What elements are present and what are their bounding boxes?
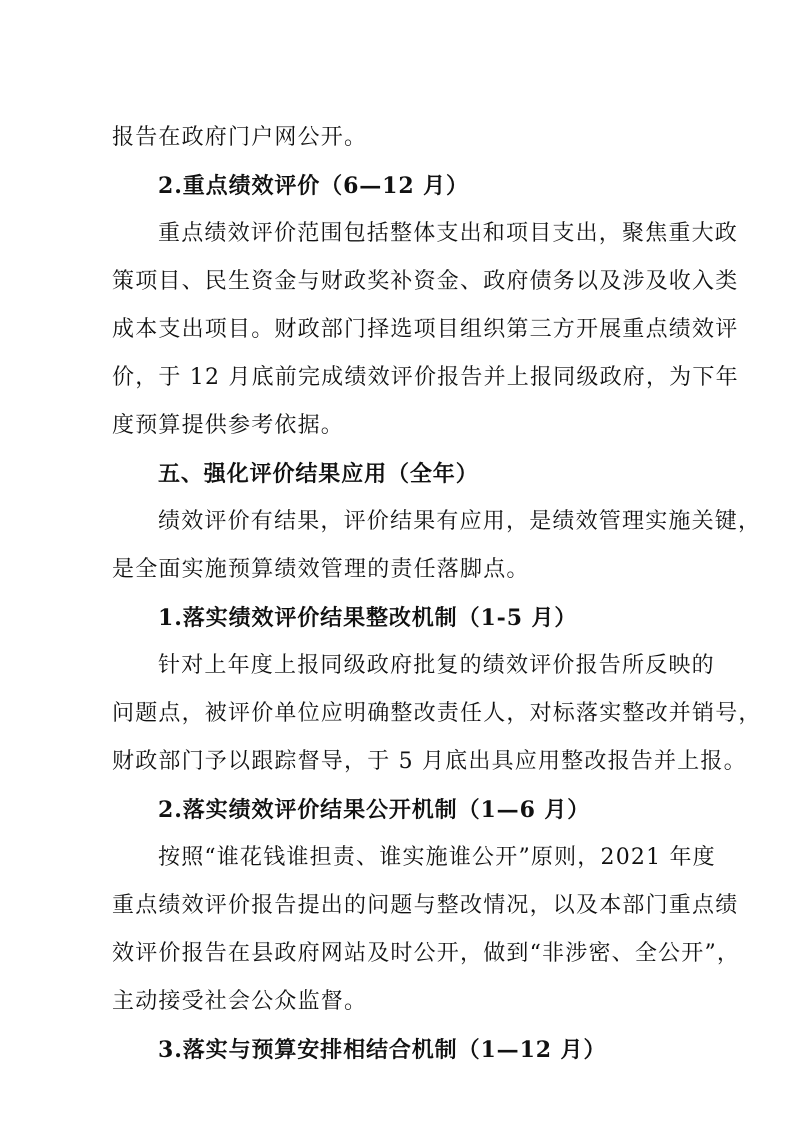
section-heading: 2.落实绩效评价结果公开机制（1—6 月） xyxy=(158,797,591,823)
paragraph-last-line: 主动接受社会公众监督。 xyxy=(112,989,368,1014)
paragraph-line: 策项目、民生资金与财政奖补资金、政府债务以及涉及收入类 xyxy=(112,269,739,294)
paragraph-last-line: 财政部门予以跟踪督导，于 5 月底出具应用整改报告并上报。 xyxy=(112,749,747,774)
paragraph-first-line: 绩效评价有结果，评价结果有应用，是绩效管理实施关键， xyxy=(158,509,762,534)
paragraph-last-line: 是全面实施预算绩效管理的责任落脚点。 xyxy=(112,557,530,582)
paragraph-first-line: 针对上年度上报同级政府批复的绩效评价报告所反映的 xyxy=(158,653,715,678)
paragraph-first-line: 重点绩效评价范围包括整体支出和项目支出，聚焦重大政 xyxy=(158,221,739,246)
paragraph-last-line: 度预算提供参考依据。 xyxy=(112,413,345,438)
paragraph-line: 成本支出项目。财政部门择选项目组织第三方开展重点绩效评 xyxy=(112,317,739,342)
paragraph-line: 价，于 12 月底前完成绩效评价报告并上报同级政府，为下年 xyxy=(112,365,739,390)
paragraph-first-line: 按照“谁花钱谁担责、谁实施谁公开”原则，2021 年度 xyxy=(158,845,716,870)
paragraph-line: 问题点，被评价单位应明确整改责任人，对标落实整改并销号， xyxy=(112,701,762,726)
paragraph-line: 效评价报告在县政府网站及时公开，做到“非涉密、全公开”， xyxy=(112,941,741,966)
section-heading: 1.落实绩效评价结果整改机制（1-5 月） xyxy=(158,605,578,631)
paragraph-line: 重点绩效评价报告提出的问题与整改情况，以及本部门重点绩 xyxy=(112,893,739,918)
section-heading: 2.重点绩效评价（6—12 月） xyxy=(158,173,469,199)
chapter-heading: 五、强化评价结果应用（全年） xyxy=(158,461,479,487)
section-heading: 3.落实与预算安排相结合机制（1—12 月） xyxy=(158,1037,607,1063)
body-text-line: 报告在政府门户网公开。 xyxy=(112,125,368,150)
